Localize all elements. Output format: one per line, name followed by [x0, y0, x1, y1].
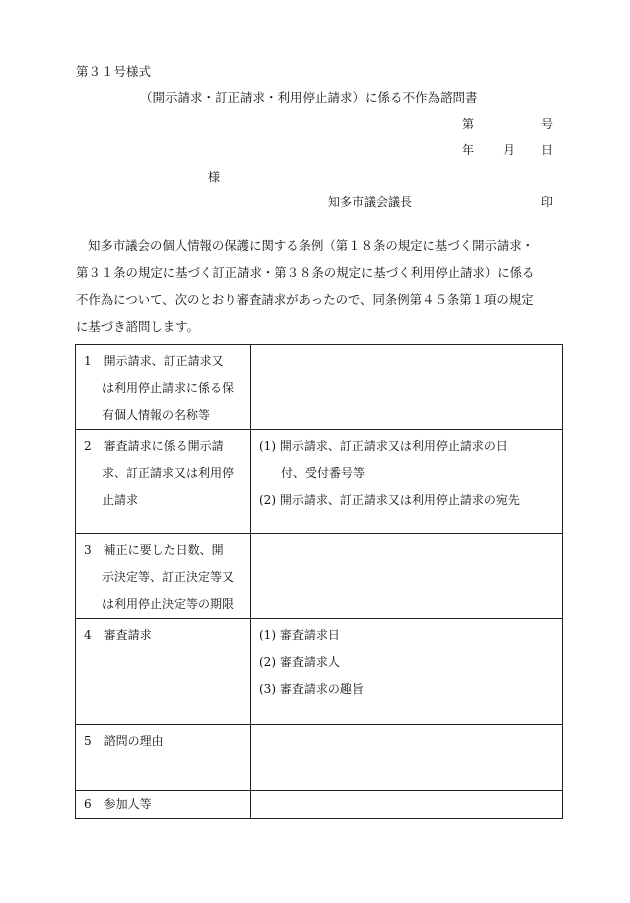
row-value-cell	[251, 725, 563, 791]
row-number: 6	[84, 797, 92, 811]
table-row	[76, 725, 563, 791]
table-row	[76, 345, 563, 430]
document-title: （開示請求・訂正請求・利用停止請求）に係る不作為諮問書	[140, 90, 478, 105]
row-label-line: 止請求	[102, 493, 139, 507]
row-value-cell	[251, 345, 563, 430]
seal-mark: 印	[541, 195, 554, 209]
row-label-cell	[76, 534, 251, 619]
row-label-line: 開示請求、訂正請求又	[103, 354, 224, 368]
row-label-line: は利用停止請求に係る保	[102, 381, 235, 395]
row-value-cell	[251, 430, 563, 534]
value-line: (2) 審査請求人	[259, 655, 340, 669]
value-line: (1) 開示請求、訂正請求又は利用停止請求の日	[259, 439, 508, 453]
row-number: 4	[84, 628, 92, 642]
row-label-line: 諮問の理由	[103, 734, 164, 748]
value-line: (1) 審査請求日	[259, 628, 340, 642]
table-row	[76, 430, 563, 534]
row-number: 2	[84, 439, 92, 453]
row-value-cell	[251, 619, 563, 725]
body-line: に基づき諮問します。	[76, 319, 199, 334]
doc-number-suffix: 号	[541, 117, 554, 131]
table-row	[76, 791, 563, 819]
value-line: (3) 審査請求の趣旨	[259, 682, 364, 696]
row-label-line: 審査請求に係る開示請	[103, 439, 224, 453]
addressee-suffix: 様	[208, 170, 221, 184]
row-label-cell	[76, 725, 251, 791]
value-line: (2) 開示請求、訂正請求又は利用停止請求の宛先	[259, 493, 520, 507]
row-label-line: 審査請求	[103, 628, 152, 642]
row-label-line: 参加人等	[103, 797, 152, 811]
row-label-cell	[76, 345, 251, 430]
table-row	[76, 534, 563, 619]
body-line: 不作為について、次のとおり審査請求があったので、同条例第４５条第１項の規定	[76, 292, 534, 307]
row-label-cell	[76, 619, 251, 725]
table-row	[76, 619, 563, 725]
row-value-cell	[251, 791, 563, 819]
body-paragraph	[76, 232, 566, 340]
row-label-line: 示決定等、訂正決定等又	[102, 570, 235, 584]
row-number: 1	[84, 354, 92, 368]
form-number: 第３１号様式	[76, 64, 152, 79]
row-label-cell	[76, 430, 251, 534]
row-label-line: 有個人情報の名称等	[102, 408, 211, 422]
date-month: 月	[503, 143, 516, 157]
value-line: 付、受付番号等	[281, 466, 366, 480]
doc-number-prefix: 第	[462, 117, 475, 131]
sender-name: 知多市議会議長	[328, 195, 413, 209]
date-day: 日	[541, 143, 554, 157]
row-number: 3	[84, 543, 92, 557]
row-value-cell	[251, 534, 563, 619]
date-year: 年	[462, 143, 475, 157]
body-line: 第３１条の規定に基づく訂正請求・第３８条の規定に基づく利用停止請求）に係る	[76, 265, 535, 280]
row-label-cell	[76, 791, 251, 819]
body-line: 知多市議会の個人情報の保護に関する条例（第１８条の規定に基づく開示請求・	[88, 238, 535, 253]
inquiry-table	[75, 344, 563, 819]
row-label-line: 求、訂正請求又は利用停	[102, 466, 235, 480]
row-number: 5	[84, 734, 92, 748]
row-label-line: 補正に要した日数、開	[103, 543, 224, 557]
row-label-line: は利用停止決定等の期限	[102, 597, 235, 611]
